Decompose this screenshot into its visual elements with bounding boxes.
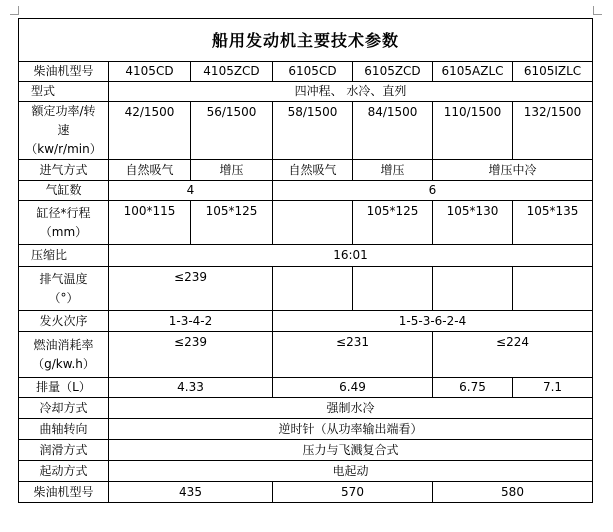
displacement-cell: 7.1: [513, 378, 593, 398]
fuel-cell: ≤224: [433, 332, 593, 378]
power-cell: 42/1500: [109, 102, 191, 160]
exhaust-cell-empty: [433, 267, 513, 311]
starting-value: 电起动: [109, 461, 593, 482]
lubrication-value: 压力与飞溅复合式: [109, 440, 593, 461]
displacement-row: [19, 378, 593, 398]
exhaust-cell-empty: [273, 267, 353, 311]
firing-cell: 1-5-3-6-2-4: [273, 311, 593, 332]
page-corner-mark-right: [593, 6, 602, 15]
fuel-row: [19, 332, 593, 378]
type-row: [19, 82, 593, 102]
power-cell: 84/1500: [353, 102, 433, 160]
firing-label: 发火次序: [19, 311, 109, 332]
weight-cell: 435: [109, 482, 273, 503]
bore-label: [19, 201, 109, 245]
starting-label: 起动方式: [19, 461, 109, 482]
power-label-line2: 速: [57, 123, 70, 137]
fuel-cell: ≤239: [109, 332, 273, 378]
bore-label-line1: 缸径*行程: [36, 205, 91, 220]
bore-cell: 105*135: [513, 201, 593, 245]
bore-label-line2: （mm）: [39, 224, 88, 239]
exhaust-label-line2: （°）: [48, 290, 79, 305]
engine-spec-table: [18, 18, 593, 503]
page-corner-mark-left: [10, 6, 19, 15]
cylinders-cell: 4: [109, 181, 273, 201]
cooling-row: [19, 398, 593, 419]
model-row: [19, 62, 593, 82]
cooling-value: 强制水冷: [109, 398, 593, 419]
power-cell: 58/1500: [273, 102, 353, 160]
model-cell: 6105AZLC: [433, 62, 513, 82]
model-cell: 6105IZLC: [513, 62, 593, 82]
weight-cell: 580: [433, 482, 593, 503]
bore-cell: 105*130: [433, 201, 513, 245]
model-bottom-label: 柴油机型号: [19, 482, 109, 503]
power-label: [19, 102, 109, 160]
firing-row: [19, 311, 593, 332]
crank-label: 曲轴转向: [19, 419, 109, 440]
weight-row: [19, 482, 593, 503]
fuel-label-line1: 燃油消耗率: [33, 337, 94, 352]
bore-cell: 100*115: [109, 201, 191, 245]
lubrication-row: [19, 440, 593, 461]
intake-cell: 增压: [353, 160, 433, 181]
title-row: [19, 19, 593, 62]
compression-label: 压缩比: [19, 245, 109, 267]
fuel-cell: ≤231: [273, 332, 433, 378]
fuel-label-line2: （g/kw.h）: [32, 356, 95, 371]
cylinders-cell: 6: [273, 181, 593, 201]
bore-cell: 105*125: [191, 201, 273, 245]
power-label-line1: 额定功率/转: [31, 104, 96, 118]
power-cell: 132/1500: [513, 102, 593, 160]
table-title: 船用发动机主要技术参数: [19, 19, 593, 62]
exhaust-cell-empty: [513, 267, 593, 311]
displacement-cell: 6.75: [433, 378, 513, 398]
intake-cell: 增压: [191, 160, 273, 181]
exhaust-cell: ≤239: [109, 267, 273, 311]
model-label: 柴油机型号: [19, 62, 109, 82]
power-row: [19, 102, 593, 160]
model-cell: 4105ZCD: [191, 62, 273, 82]
power-label-line3: （kw/r/min）: [25, 142, 102, 156]
intake-cell: 增压中冷: [433, 160, 593, 181]
model-cell: 4105CD: [109, 62, 191, 82]
intake-cell: 自然吸气: [273, 160, 353, 181]
crank-row: [19, 419, 593, 440]
exhaust-label-line1: 排气温度: [39, 271, 88, 286]
intake-row: [19, 160, 593, 181]
power-cell: 56/1500: [191, 102, 273, 160]
exhaust-label: [19, 267, 109, 311]
bore-row: [19, 201, 593, 245]
compression-row: [19, 245, 593, 267]
crank-value: 逆时针（从功率输出端看）: [109, 419, 593, 440]
exhaust-cell-empty: [353, 267, 433, 311]
exhaust-row: [19, 267, 593, 311]
type-value: 四冲程、 水冷、直列: [109, 82, 593, 102]
displacement-cell: 4.33: [109, 378, 273, 398]
cooling-label: 冷却方式: [19, 398, 109, 419]
bore-cell-empty: [273, 201, 353, 245]
displacement-cell: 6.49: [273, 378, 433, 398]
compression-value: 16:01: [109, 245, 593, 267]
intake-cell: 自然吸气: [109, 160, 191, 181]
displacement-label: 排量（L）: [19, 378, 109, 398]
starting-row: [19, 461, 593, 482]
cylinders-row: [19, 181, 593, 201]
type-label: 型式: [19, 82, 109, 102]
model-cell: 6105CD: [273, 62, 353, 82]
cylinders-label: 气缸数: [19, 181, 109, 201]
model-cell: 6105ZCD: [353, 62, 433, 82]
weight-cell: 570: [273, 482, 433, 503]
fuel-label: [19, 332, 109, 378]
bore-cell: 105*125: [353, 201, 433, 245]
intake-label: 进气方式: [19, 160, 109, 181]
firing-cell: 1-3-4-2: [109, 311, 273, 332]
power-cell: 110/1500: [433, 102, 513, 160]
lubrication-label: 润滑方式: [19, 440, 109, 461]
